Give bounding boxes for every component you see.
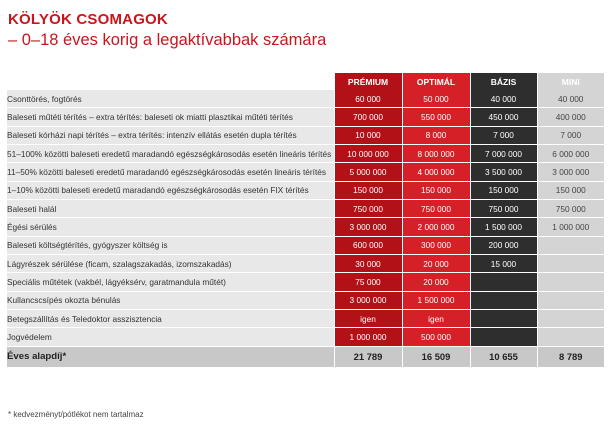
cell-mini (537, 273, 604, 291)
cell-premium: igen (334, 310, 402, 328)
row-label: 11–50% közötti baleseti eredetű maradandó egészségkárosodás esetén lineáris térítés (7, 163, 334, 181)
package-comparison-table (7, 73, 604, 368)
cell-mini: 7 000 (537, 126, 604, 144)
cell-bazis: 200 000 (470, 236, 537, 254)
column-header-bazis: BÁZIS (470, 73, 537, 90)
cell-premium: 150 000 (334, 181, 402, 199)
total-row (7, 346, 604, 367)
cell-mini: 750 000 (537, 200, 604, 218)
table-row (7, 236, 604, 254)
total-label: Éves alapdíj* (7, 346, 334, 367)
header-row (7, 73, 604, 90)
cell-mini: 150 000 (537, 181, 604, 199)
cell-premium: 75 000 (334, 273, 402, 291)
table-row (7, 126, 604, 144)
cell-premium: 3 000 000 (334, 218, 402, 236)
cell-bazis: 7 000 (470, 126, 537, 144)
table-row (7, 291, 604, 309)
cell-optimal: 8 000 (402, 126, 470, 144)
page-title: KÖLYÖK CSOMAGOK (8, 11, 168, 28)
cell-bazis: 750 000 (470, 200, 537, 218)
cell-optimal: 20 000 (402, 255, 470, 273)
table-row (7, 328, 604, 346)
cell-mini: 400 000 (537, 108, 604, 126)
row-label: Kullancscsípés okozta bénulás (7, 291, 334, 309)
row-label: Lágyrészek sérülése (ficam, szalagszakadás, izomszakadás) (7, 255, 334, 273)
table-row (7, 310, 604, 328)
cell-optimal: igen (402, 310, 470, 328)
cell-premium: 10 000 000 (334, 145, 402, 163)
column-header-premium: PRÉMIUM (334, 73, 402, 90)
cell-optimal: 300 000 (402, 236, 470, 254)
row-label: Speciális műtétek (vakbél, lágyéksérv, garatmandula műtét) (7, 273, 334, 291)
cell-premium: 60 000 (334, 90, 402, 108)
cell-mini (537, 310, 604, 328)
table-row (7, 163, 604, 181)
cell-premium: 750 000 (334, 200, 402, 218)
cell-bazis: 150 000 (470, 181, 537, 199)
cell-optimal: 4 000 000 (402, 163, 470, 181)
column-header-optimal: OPTIMÁL (402, 73, 470, 90)
cell-mini: 40 000 (537, 90, 604, 108)
cell-premium: 3 000 000 (334, 291, 402, 309)
table-row (7, 145, 604, 163)
cell-optimal: 1 500 000 (402, 291, 470, 309)
page-subtitle: – 0–18 éves korig a legaktívabbak számára (8, 31, 327, 49)
cell-optimal: 8 000 000 (402, 145, 470, 163)
row-label: Jogvédelem (7, 328, 334, 346)
row-label: Égési sérülés (7, 218, 334, 236)
cell-premium: 600 000 (334, 236, 402, 254)
cell-bazis (470, 273, 537, 291)
cell-bazis (470, 328, 537, 346)
table-row (7, 218, 604, 236)
table-row (7, 90, 604, 108)
row-label: Baleseti halál (7, 200, 334, 218)
total-mini: 8 789 (537, 346, 604, 367)
cell-premium: 30 000 (334, 255, 402, 273)
cell-mini: 6 000 000 (537, 145, 604, 163)
row-label: Csonttörés, fogtörés (7, 90, 334, 108)
cell-bazis: 40 000 (470, 90, 537, 108)
cell-premium: 700 000 (334, 108, 402, 126)
row-label: Betegszállítás és Teledoktor asszisztencia (7, 310, 334, 328)
cell-optimal: 150 000 (402, 181, 470, 199)
total-premium: 21 789 (334, 346, 402, 367)
column-header-mini: MINI (537, 73, 604, 90)
cell-bazis: 7 000 000 (470, 145, 537, 163)
cell-bazis: 1 500 000 (470, 218, 537, 236)
total-bazis: 10 655 (470, 346, 537, 367)
header-empty-cell (7, 73, 334, 90)
footnote: * kedvezményt/pótlékot nem tartalmaz (8, 410, 144, 419)
cell-mini (537, 236, 604, 254)
cell-bazis: 3 500 000 (470, 163, 537, 181)
cell-mini (537, 291, 604, 309)
table-row (7, 200, 604, 218)
total-optimal: 16 509 (402, 346, 470, 367)
cell-bazis: 450 000 (470, 108, 537, 126)
cell-bazis (470, 291, 537, 309)
cell-mini: 1 000 000 (537, 218, 604, 236)
table-row (7, 273, 604, 291)
cell-bazis (470, 310, 537, 328)
cell-mini (537, 255, 604, 273)
cell-bazis: 15 000 (470, 255, 537, 273)
cell-premium: 10 000 (334, 126, 402, 144)
cell-optimal: 20 000 (402, 273, 470, 291)
cell-premium: 5 000 000 (334, 163, 402, 181)
cell-optimal: 550 000 (402, 108, 470, 126)
row-label: Baleseti kórházi napi térítés – extra térítés: intenzív ellátás esetén dupla térítés (7, 126, 334, 144)
cell-mini: 3 000 000 (537, 163, 604, 181)
table-row (7, 255, 604, 273)
row-label: Baleseti költségtérítés, gyógyszer költség is (7, 236, 334, 254)
row-label: 51–100% közötti baleseti eredetű maradandó egészségkárosodás esetén lineáris térítés (7, 145, 334, 163)
cell-optimal: 750 000 (402, 200, 470, 218)
row-label: Baleseti műtéti térítés – extra térítés: baleseti ok miatti plasztikai műtéti térítés (7, 108, 334, 126)
cell-optimal: 2 000 000 (402, 218, 470, 236)
row-label: 1–10% közötti baleseti eredetű maradandó egészségkárosodás esetén FIX térítés (7, 181, 334, 199)
cell-mini (537, 328, 604, 346)
cell-premium: 1 000 000 (334, 328, 402, 346)
cell-optimal: 50 000 (402, 90, 470, 108)
table-row (7, 108, 604, 126)
cell-optimal: 500 000 (402, 328, 470, 346)
table-row (7, 181, 604, 199)
